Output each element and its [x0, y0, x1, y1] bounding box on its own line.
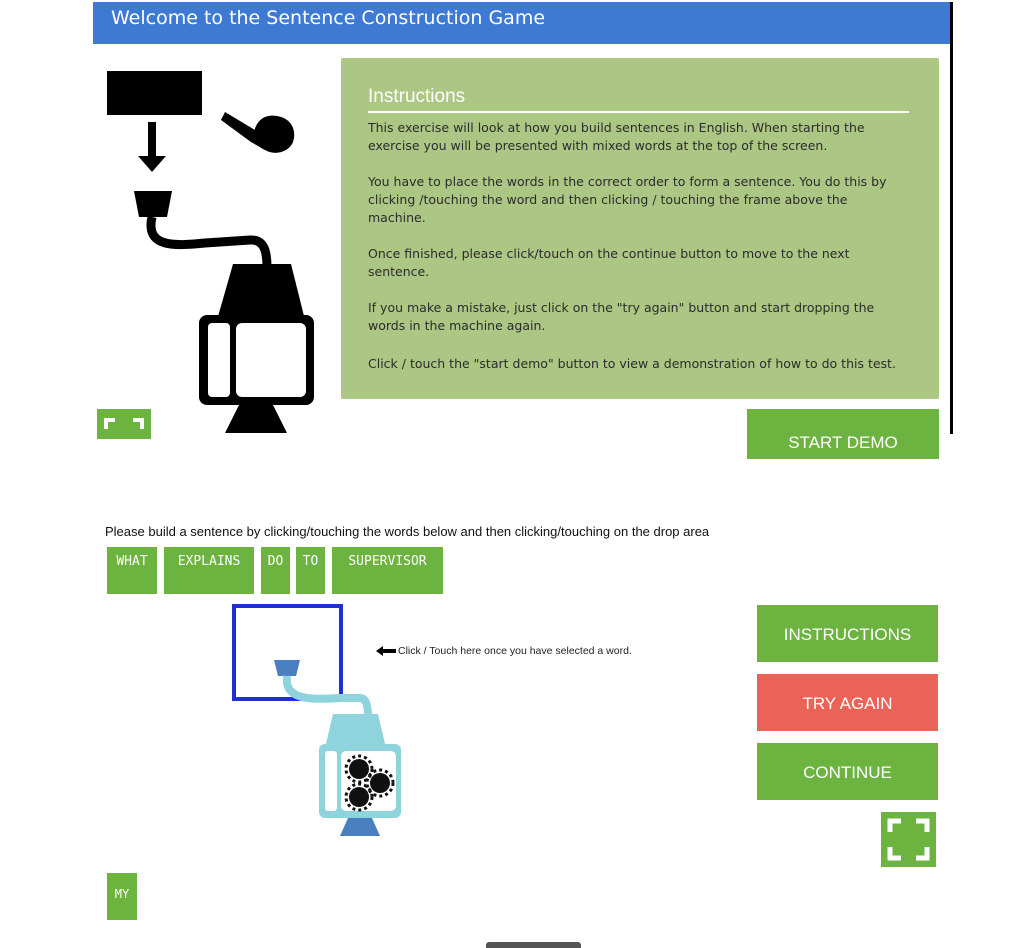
machine-illustration [105, 68, 315, 438]
instructions-demo-note: Click / touch the "start demo" button to view a demonstration of how to do this test. [368, 356, 896, 371]
drop-hint-text: Click / Touch here once you have selected a word. [398, 645, 632, 657]
instructions-paragraph: This exercise will look at how you build sentences in English. When starting the exercise you will be presented with mixed words at the top of the screen. [368, 120, 865, 153]
arrow-left-icon [376, 646, 396, 656]
fullscreen-icon [97, 409, 151, 439]
instructions-overlay [93, 2, 953, 452]
pointing-hand-icon [221, 112, 294, 153]
game-prompt: Please build a sentence by clicking/touching the words below and then clicking/touching on the drop area [105, 524, 710, 539]
word-tile[interactable]: TO [296, 547, 325, 594]
fullscreen-button[interactable] [881, 812, 936, 867]
continue-button[interactable]: CONTINUE [757, 743, 938, 800]
fullscreen-icon [881, 812, 936, 867]
word-tile[interactable]: WHAT [107, 547, 157, 594]
overlay-fullscreen-button[interactable] [97, 409, 151, 439]
instructions-paragraph: You have to place the words in the correct order to form a sentence. You do this by clicking /touching the word and then clicking / touching the frame above the machine. [368, 174, 887, 225]
instructions-paragraph: Once finished, please click/touch on the continue button to move to the next sentence. [368, 246, 850, 279]
instructions-paragraph: If you make a mistake, just click on the "try again" button and start dropping the words in the machine again. [368, 300, 875, 333]
bottom-handle[interactable] [486, 942, 581, 948]
instructions-box [341, 58, 939, 399]
word-tile[interactable]: DO [261, 547, 290, 594]
page-title: Welcome to the Sentence Construction Game [93, 2, 950, 44]
word-tile[interactable]: MY [107, 873, 137, 920]
instructions-title: Instructions [368, 86, 909, 113]
word-tile[interactable]: SUPERVISOR [332, 547, 443, 594]
instructions-button[interactable]: INSTRUCTIONS [757, 605, 938, 662]
drop-hint [376, 645, 632, 657]
start-demo-button[interactable]: START DEMO [747, 409, 939, 459]
try-again-button[interactable]: TRY AGAIN [757, 674, 938, 731]
sentence-machine [270, 656, 410, 841]
word-tile[interactable]: EXPLAINS [164, 547, 254, 594]
